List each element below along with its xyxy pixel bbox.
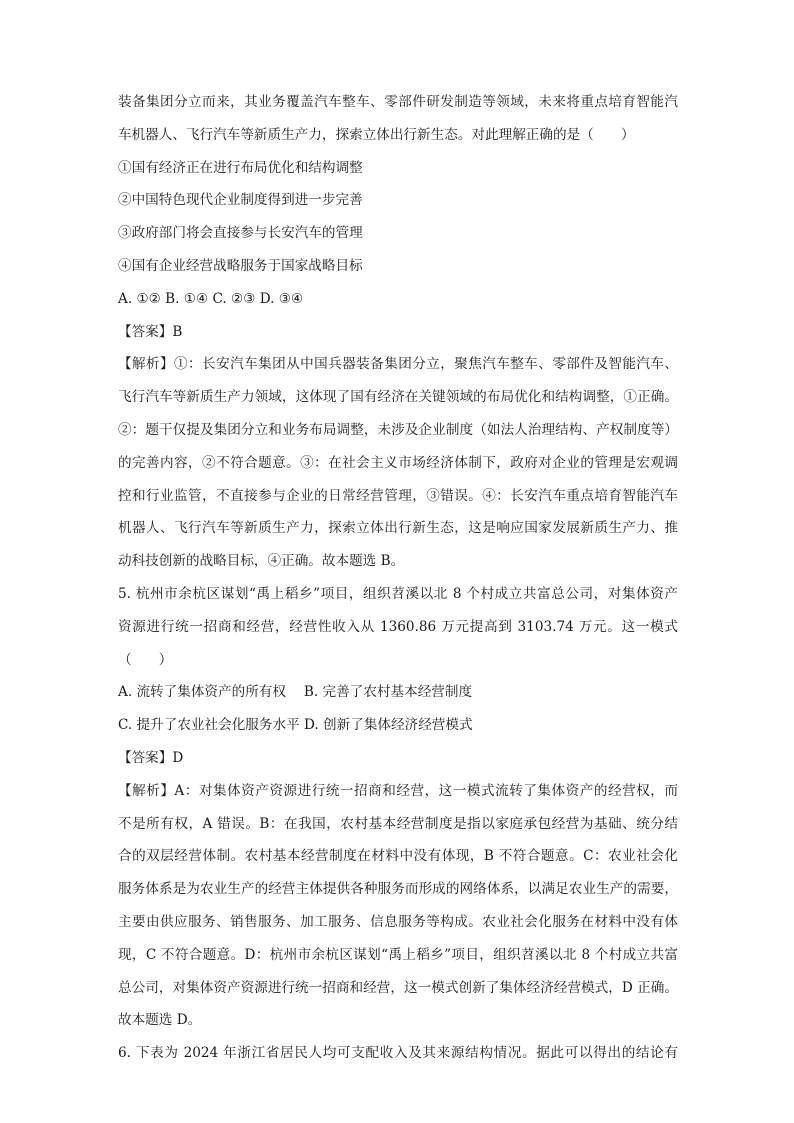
q5-stem-line-1: 5. 杭州市余杭区谋划“禹上稻乡”项目，组织苕溪以北 8 个村成立共富总公司，对集体资产	[118, 585, 678, 602]
q4-analysis-line-1: 【解析】①：长安汽车集团从中国兵器装备集团分立，聚焦汽车整车、零部件及智能汽车、	[118, 356, 678, 373]
q4-statement-4: ④国有企业经营战略服务于国家战略目标	[118, 257, 363, 274]
q5-analysis-line-6: 现，C 不符合题意。D：杭州市余杭区谋划“禹上稻乡”项目，组织苕溪以北 8 个村成立共富	[118, 946, 678, 963]
q5-answer: 【答案】D	[118, 749, 184, 766]
q5-analysis-line-2: 不是所有权，A 错误。B：在我国，农村基本经营制度是指以家庭承包经营为基础、统分结	[118, 815, 678, 832]
q5-analysis-line-8: 故本题选 D。	[118, 1012, 202, 1029]
q4-analysis-line-3: ②：题干仅提及集团分立和业务布局调整，未涉及企业制度（如法人治理结构、产权制度等）	[118, 421, 678, 438]
q4-statement-2: ②中国特色现代企业制度得到进一步完善	[118, 192, 363, 209]
q5-options-cd: C. 提升了农业社会化服务水平 D. 创新了集体经济经营模式	[118, 717, 473, 734]
q5-analysis-line-5: 主要由供应服务、销售服务、加工服务、信息服务等构成。农业社会化服务在材料中没有体	[118, 913, 678, 930]
q6-stem-line-1: 6. 下表为 2024 年浙江省居民人均可支配收入及其来源结构情况。据此可以得出的结论有	[118, 1045, 678, 1062]
q4-stem-line-2: 车机器人、飞行汽车等新质生产力，探索立体出行新生态。对此理解正确的是（ ）	[118, 126, 635, 143]
q5-analysis-line-3: 合的双层经营体制。农村基本经营制度在材料中没有体现，B 不符合题意。C：农业社会化	[118, 848, 678, 865]
q4-analysis-line-5: 控和行业监管，不直接参与企业的日常经营管理，③错误。④：长安汽车重点培育智能汽车	[118, 487, 678, 504]
q4-analysis-line-4: 的完善内容，②不符合题意。③：在社会主义市场经济体制下，政府对企业的管理是宏观调	[118, 454, 678, 471]
q4-analysis-line-7: 动科技创新的战略目标，④正确。故本题选 B。	[118, 553, 405, 570]
q5-options-ab: A. 流转了集体资产的所有权 B. 完善了农村基本经营制度	[118, 684, 473, 701]
q4-answer: 【答案】B	[118, 323, 183, 340]
q4-stem-line-1: 装备集团分立而来，其业务覆盖汽车整车、零部件研发制造等领域，未来将重点培育智能汽	[118, 94, 678, 110]
q5-analysis-line-4: 服务体系是为农业生产的经营主体提供各种服务而形成的网络体系，以满足农业生产的需要，	[118, 881, 678, 898]
q4-statement-3: ③政府部门将会直接参与长安汽车的管理	[118, 225, 363, 242]
q5-analysis-line-7: 总公司，对集体资产资源进行统一招商和经营，这一模式创新了集体经济经营模式，D 正确。	[118, 979, 678, 996]
q5-stem-line-3: （ ）	[118, 651, 173, 668]
q4-analysis-line-6: 机器人、飞行汽车等新质生产力，探索立体出行新生态，这是响应国家发展新质生产力、推	[118, 520, 678, 537]
document-body	[118, 94, 678, 1061]
q5-stem-line-2: 资源进行统一招商和经营，经营性收入从 1360.86 万元提高到 3103.74 万元。这一模式	[118, 618, 678, 635]
q4-statement-1: ①国有经济正在进行布局优化和结构调整	[118, 159, 363, 176]
q4-analysis-line-2: 飞行汽车等新质生产力领域，这体现了国有经济在关键领域的布局优化和结构调整，①正确。	[118, 389, 678, 406]
q5-analysis-line-1: 【解析】A：对集体资产资源进行统一招商和经营，这一模式流转了集体资产的经营权，而	[118, 782, 678, 799]
q4-options: A. ①② B. ①④ C. ②③ D. ③④	[118, 290, 304, 307]
